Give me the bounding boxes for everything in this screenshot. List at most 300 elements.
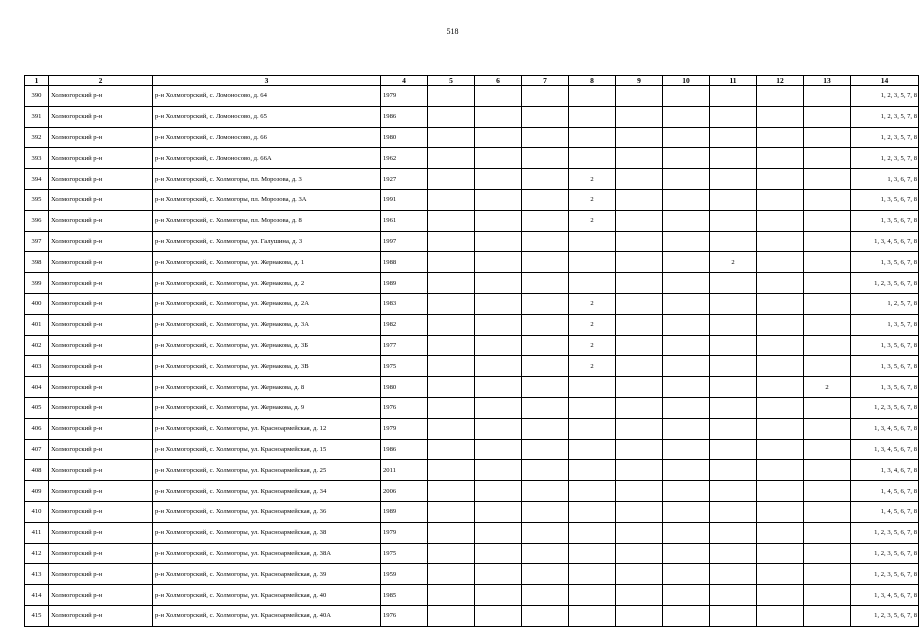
col-7-cell: [522, 86, 569, 107]
col-6-cell: [475, 543, 522, 564]
year-cell: 1979: [381, 86, 428, 107]
row-number-cell: 402: [25, 335, 49, 356]
col-14-cell: 1, 2, 3, 5, 7, 8: [851, 86, 919, 107]
table-row: [25, 605, 919, 626]
col-9-cell: [616, 501, 663, 522]
col-9-cell: [616, 252, 663, 273]
col-14-cell: 1, 3, 4, 5, 6, 7, 8: [851, 231, 919, 252]
row-number-cell: 400: [25, 293, 49, 314]
col-11-cell: [710, 127, 757, 148]
row-number-cell: 403: [25, 356, 49, 377]
row-number-cell: 413: [25, 564, 49, 585]
col-5-cell: [428, 106, 475, 127]
col-6-cell: [475, 356, 522, 377]
col-10-cell: [663, 314, 710, 335]
col-14-cell: 1, 3, 4, 5, 6, 7, 8: [851, 418, 919, 439]
col-12-cell: [757, 460, 804, 481]
district-cell: Холмогорский р-н: [49, 481, 153, 502]
col-7-cell: [522, 377, 569, 398]
col-7-cell: [522, 585, 569, 606]
table-row: [25, 481, 919, 502]
col-11-cell: [710, 106, 757, 127]
year-cell: 1959: [381, 564, 428, 585]
col-13-cell: [804, 356, 851, 377]
col-10-cell: [663, 86, 710, 107]
table-row: [25, 439, 919, 460]
col-9-cell: [616, 148, 663, 169]
year-cell: 1985: [381, 585, 428, 606]
address-cell: р-н Холмогорский, с. Холмогоры, ул. Красноармейская, д. 40: [153, 585, 381, 606]
col-5-cell: [428, 522, 475, 543]
col-13-cell: [804, 189, 851, 210]
table-row: [25, 86, 919, 107]
col-7-cell: [522, 460, 569, 481]
col-8-cell: 2: [569, 356, 616, 377]
col-13-cell: [804, 210, 851, 231]
address-cell: р-н Холмогорский, с. Холмогоры, пл. Морозова, д. 3: [153, 169, 381, 190]
col-9-cell: [616, 564, 663, 585]
col-5-cell: [428, 293, 475, 314]
col-5-cell: [428, 397, 475, 418]
col-9-cell: [616, 169, 663, 190]
col-5-cell: [428, 543, 475, 564]
col-10-cell: [663, 106, 710, 127]
col-12-cell: [757, 377, 804, 398]
address-cell: р-н Холмогорский, с. Ломоносово, д. 66: [153, 127, 381, 148]
col-9-cell: [616, 86, 663, 107]
col-13-cell: [804, 397, 851, 418]
col-11-cell: [710, 86, 757, 107]
district-cell: Холмогорский р-н: [49, 335, 153, 356]
table-row: [25, 522, 919, 543]
col-11-cell: [710, 501, 757, 522]
address-cell: р-н Холмогорский, с. Холмогоры, ул. Жернакова, д. 9: [153, 397, 381, 418]
col-9-cell: [616, 189, 663, 210]
col-12-cell: [757, 501, 804, 522]
col-11-cell: [710, 169, 757, 190]
col-8-cell: [569, 231, 616, 252]
col-11-cell: [710, 314, 757, 335]
table-row: [25, 418, 919, 439]
col-9-cell: [616, 439, 663, 460]
district-cell: Холмогорский р-н: [49, 293, 153, 314]
col-6-cell: [475, 273, 522, 294]
col-9-cell: [616, 106, 663, 127]
col-7-cell: [522, 106, 569, 127]
col-6-cell: [475, 605, 522, 626]
row-number-cell: 411: [25, 522, 49, 543]
col-11-cell: [710, 418, 757, 439]
col-6-cell: [475, 293, 522, 314]
col-14-cell: 1, 3, 5, 6, 7, 8: [851, 335, 919, 356]
row-number-cell: 410: [25, 501, 49, 522]
col-8-cell: [569, 564, 616, 585]
col-10-cell: [663, 377, 710, 398]
col-14-cell: 1, 3, 4, 5, 6, 7, 8: [851, 585, 919, 606]
row-number-cell: 407: [25, 439, 49, 460]
col-8-cell: 2: [569, 335, 616, 356]
col-7-cell: [522, 169, 569, 190]
district-cell: Холмогорский р-н: [49, 543, 153, 564]
table-row: [25, 148, 919, 169]
table-row: [25, 356, 919, 377]
column-header-7: 7: [522, 76, 569, 86]
col-12-cell: [757, 231, 804, 252]
address-cell: р-н Холмогорский, с. Холмогоры, ул. Красноармейская, д. 15: [153, 439, 381, 460]
table-row: [25, 210, 919, 231]
table-header: [25, 76, 919, 86]
year-cell: 1980: [381, 127, 428, 148]
year-cell: 1979: [381, 418, 428, 439]
col-10-cell: [663, 543, 710, 564]
row-number-cell: 394: [25, 169, 49, 190]
col-8-cell: [569, 501, 616, 522]
col-6-cell: [475, 585, 522, 606]
column-header-11: 11: [710, 76, 757, 86]
column-header-8: 8: [569, 76, 616, 86]
address-cell: р-н Холмогорский, с. Холмогоры, ул. Жернакова, д. 2А: [153, 293, 381, 314]
col-7-cell: [522, 481, 569, 502]
address-cell: р-н Холмогорский, с. Холмогоры, ул. Жернакова, д. 1: [153, 252, 381, 273]
col-6-cell: [475, 439, 522, 460]
col-14-cell: 1, 3, 6, 7, 8: [851, 169, 919, 190]
table-body: [25, 86, 919, 627]
col-6-cell: [475, 460, 522, 481]
col-13-cell: [804, 522, 851, 543]
col-12-cell: [757, 127, 804, 148]
col-14-cell: 1, 2, 3, 5, 7, 8: [851, 148, 919, 169]
col-5-cell: [428, 356, 475, 377]
col-5-cell: [428, 605, 475, 626]
col-8-cell: 2: [569, 210, 616, 231]
table-row: [25, 231, 919, 252]
col-11-cell: [710, 293, 757, 314]
col-5-cell: [428, 231, 475, 252]
col-8-cell: 2: [569, 189, 616, 210]
col-11-cell: [710, 397, 757, 418]
row-number-cell: 397: [25, 231, 49, 252]
col-6-cell: [475, 252, 522, 273]
col-9-cell: [616, 418, 663, 439]
col-9-cell: [616, 273, 663, 294]
col-10-cell: [663, 252, 710, 273]
address-cell: р-н Холмогорский, с. Холмогоры, ул. Красноармейская, д. 12: [153, 418, 381, 439]
col-8-cell: [569, 460, 616, 481]
col-7-cell: [522, 252, 569, 273]
col-13-cell: [804, 148, 851, 169]
address-cell: р-н Холмогорский, с. Холмогоры, ул. Жернакова, д. 2: [153, 273, 381, 294]
table-row: [25, 189, 919, 210]
col-6-cell: [475, 148, 522, 169]
col-11-cell: [710, 439, 757, 460]
col-6-cell: [475, 314, 522, 335]
col-14-cell: 1, 2, 3, 5, 6, 7, 8: [851, 543, 919, 564]
col-5-cell: [428, 481, 475, 502]
col-7-cell: [522, 439, 569, 460]
col-10-cell: [663, 189, 710, 210]
row-number-cell: 415: [25, 605, 49, 626]
col-13-cell: [804, 418, 851, 439]
col-8-cell: [569, 106, 616, 127]
table-row: [25, 397, 919, 418]
col-5-cell: [428, 127, 475, 148]
col-12-cell: [757, 273, 804, 294]
page-number: 518: [446, 27, 459, 36]
year-cell: 1988: [381, 252, 428, 273]
col-12-cell: [757, 418, 804, 439]
col-6-cell: [475, 522, 522, 543]
col-10-cell: [663, 439, 710, 460]
col-7-cell: [522, 314, 569, 335]
row-number-cell: 409: [25, 481, 49, 502]
table-row: [25, 543, 919, 564]
row-number-cell: 412: [25, 543, 49, 564]
year-cell: 1986: [381, 439, 428, 460]
address-cell: р-н Холмогорский, с. Ломоносово, д. 66А: [153, 148, 381, 169]
col-10-cell: [663, 273, 710, 294]
district-cell: Холмогорский р-н: [49, 377, 153, 398]
district-cell: Холмогорский р-н: [49, 356, 153, 377]
col-8-cell: [569, 252, 616, 273]
col-10-cell: [663, 460, 710, 481]
table-row: [25, 293, 919, 314]
col-14-cell: 1, 2, 3, 5, 6, 7, 8: [851, 605, 919, 626]
col-14-cell: 1, 2, 3, 5, 6, 7, 8: [851, 397, 919, 418]
row-number-cell: 398: [25, 252, 49, 273]
col-10-cell: [663, 522, 710, 543]
row-number-cell: 401: [25, 314, 49, 335]
col-14-cell: 1, 3, 5, 7, 8: [851, 314, 919, 335]
col-5-cell: [428, 189, 475, 210]
row-number-cell: 391: [25, 106, 49, 127]
row-number-cell: 404: [25, 377, 49, 398]
col-10-cell: [663, 481, 710, 502]
column-header-6: 6: [475, 76, 522, 86]
year-cell: 1983: [381, 293, 428, 314]
year-cell: 1980: [381, 377, 428, 398]
col-13-cell: [804, 314, 851, 335]
year-cell: 1977: [381, 335, 428, 356]
col-12-cell: [757, 564, 804, 585]
address-cell: р-н Холмогорский, с. Холмогоры, ул. Жернакова, д. 8: [153, 377, 381, 398]
address-cell: р-н Холмогорский, с. Ломоносово, д. 65: [153, 106, 381, 127]
col-13-cell: [804, 106, 851, 127]
col-6-cell: [475, 564, 522, 585]
col-7-cell: [522, 522, 569, 543]
col-9-cell: [616, 522, 663, 543]
year-cell: 1975: [381, 356, 428, 377]
col-10-cell: [663, 605, 710, 626]
col-6-cell: [475, 481, 522, 502]
col-8-cell: [569, 439, 616, 460]
col-13-cell: [804, 252, 851, 273]
table-row: [25, 314, 919, 335]
col-6-cell: [475, 169, 522, 190]
col-11-cell: [710, 189, 757, 210]
col-7-cell: [522, 397, 569, 418]
col-14-cell: 1, 4, 5, 6, 7, 8: [851, 481, 919, 502]
year-cell: 1976: [381, 397, 428, 418]
col-5-cell: [428, 210, 475, 231]
district-cell: Холмогорский р-н: [49, 314, 153, 335]
col-7-cell: [522, 231, 569, 252]
col-9-cell: [616, 335, 663, 356]
col-12-cell: [757, 252, 804, 273]
col-12-cell: [757, 543, 804, 564]
year-cell: 1997: [381, 231, 428, 252]
col-11-cell: [710, 460, 757, 481]
col-10-cell: [663, 148, 710, 169]
column-header-2: 2: [49, 76, 153, 86]
col-5-cell: [428, 501, 475, 522]
col-12-cell: [757, 86, 804, 107]
col-11-cell: [710, 522, 757, 543]
address-cell: р-н Холмогорский, с. Холмогоры, ул. Красноармейская, д. 36: [153, 501, 381, 522]
col-8-cell: [569, 397, 616, 418]
col-10-cell: [663, 585, 710, 606]
col-12-cell: [757, 106, 804, 127]
col-8-cell: 2: [569, 314, 616, 335]
col-7-cell: [522, 210, 569, 231]
col-9-cell: [616, 231, 663, 252]
district-cell: Холмогорский р-н: [49, 564, 153, 585]
col-7-cell: [522, 543, 569, 564]
col-8-cell: [569, 418, 616, 439]
table-row: [25, 585, 919, 606]
col-8-cell: [569, 86, 616, 107]
address-cell: р-н Холмогорский, с. Холмогоры, ул. Жернакова, д. 3А: [153, 314, 381, 335]
column-header-12: 12: [757, 76, 804, 86]
col-10-cell: [663, 293, 710, 314]
year-cell: 1989: [381, 273, 428, 294]
col-11-cell: [710, 273, 757, 294]
row-number-cell: 395: [25, 189, 49, 210]
col-6-cell: [475, 397, 522, 418]
col-12-cell: [757, 189, 804, 210]
column-header-4: 4: [381, 76, 428, 86]
col-7-cell: [522, 564, 569, 585]
col-6-cell: [475, 501, 522, 522]
col-12-cell: [757, 293, 804, 314]
year-cell: 1975: [381, 543, 428, 564]
column-header-3: 3: [153, 76, 381, 86]
year-cell: 2011: [381, 460, 428, 481]
column-header-9: 9: [616, 76, 663, 86]
address-cell: р-н Холмогорский, с. Холмогоры, ул. Красноармейская, д. 34: [153, 481, 381, 502]
col-11-cell: 2: [710, 252, 757, 273]
col-5-cell: [428, 169, 475, 190]
address-cell: р-н Холмогорский, с. Холмогоры, ул. Красноармейская, д. 38: [153, 522, 381, 543]
row-number-cell: 396: [25, 210, 49, 231]
col-14-cell: 1, 3, 4, 6, 7, 8: [851, 460, 919, 481]
col-9-cell: [616, 293, 663, 314]
district-cell: Холмогорский р-н: [49, 231, 153, 252]
col-6-cell: [475, 86, 522, 107]
year-cell: 1976: [381, 605, 428, 626]
col-10-cell: [663, 210, 710, 231]
col-7-cell: [522, 418, 569, 439]
district-cell: Холмогорский р-н: [49, 127, 153, 148]
column-header-10: 10: [663, 76, 710, 86]
year-cell: 1961: [381, 210, 428, 231]
col-11-cell: [710, 605, 757, 626]
row-number-cell: 392: [25, 127, 49, 148]
col-9-cell: [616, 585, 663, 606]
district-cell: Холмогорский р-н: [49, 605, 153, 626]
district-cell: Холмогорский р-н: [49, 169, 153, 190]
year-cell: 1927: [381, 169, 428, 190]
table-row: [25, 273, 919, 294]
table-row: [25, 377, 919, 398]
col-8-cell: [569, 522, 616, 543]
col-14-cell: 1, 2, 3, 5, 6, 7, 8: [851, 522, 919, 543]
col-10-cell: [663, 564, 710, 585]
column-header-5: 5: [428, 76, 475, 86]
col-13-cell: [804, 564, 851, 585]
col-14-cell: 1, 2, 5, 7, 8: [851, 293, 919, 314]
col-9-cell: [616, 397, 663, 418]
district-cell: Холмогорский р-н: [49, 460, 153, 481]
col-9-cell: [616, 210, 663, 231]
col-13-cell: [804, 335, 851, 356]
col-13-cell: [804, 605, 851, 626]
col-12-cell: [757, 481, 804, 502]
col-8-cell: [569, 127, 616, 148]
col-9-cell: [616, 543, 663, 564]
col-10-cell: [663, 335, 710, 356]
col-5-cell: [428, 564, 475, 585]
column-header-1: 1: [25, 76, 49, 86]
col-8-cell: [569, 543, 616, 564]
address-cell: р-н Холмогорский, с. Холмогоры, ул. Жернакова, д. 3В: [153, 356, 381, 377]
buildings-table: [24, 75, 919, 627]
col-13-cell: [804, 231, 851, 252]
row-number-cell: 414: [25, 585, 49, 606]
district-cell: Холмогорский р-н: [49, 273, 153, 294]
col-13-cell: [804, 169, 851, 190]
col-13-cell: [804, 439, 851, 460]
col-10-cell: [663, 397, 710, 418]
col-12-cell: [757, 335, 804, 356]
col-13-cell: [804, 481, 851, 502]
row-number-cell: 390: [25, 86, 49, 107]
table-row: [25, 252, 919, 273]
col-7-cell: [522, 335, 569, 356]
col-14-cell: 1, 3, 5, 6, 7, 8: [851, 189, 919, 210]
col-9-cell: [616, 377, 663, 398]
col-10-cell: [663, 418, 710, 439]
col-12-cell: [757, 397, 804, 418]
col-5-cell: [428, 439, 475, 460]
col-5-cell: [428, 273, 475, 294]
col-14-cell: 1, 2, 3, 5, 6, 7, 8: [851, 273, 919, 294]
col-6-cell: [475, 418, 522, 439]
address-cell: р-н Холмогорский, с. Холмогоры, ул. Красноармейская, д. 38А: [153, 543, 381, 564]
col-5-cell: [428, 460, 475, 481]
col-10-cell: [663, 169, 710, 190]
district-cell: Холмогорский р-н: [49, 397, 153, 418]
column-header-14: 14: [851, 76, 919, 86]
address-cell: р-н Холмогорский, с. Холмогоры, ул. Красноармейская, д. 39: [153, 564, 381, 585]
table-row: [25, 335, 919, 356]
col-5-cell: [428, 377, 475, 398]
col-13-cell: [804, 86, 851, 107]
col-6-cell: [475, 127, 522, 148]
col-12-cell: [757, 169, 804, 190]
table-row: [25, 106, 919, 127]
col-11-cell: [710, 335, 757, 356]
col-14-cell: 1, 2, 3, 5, 7, 8: [851, 106, 919, 127]
